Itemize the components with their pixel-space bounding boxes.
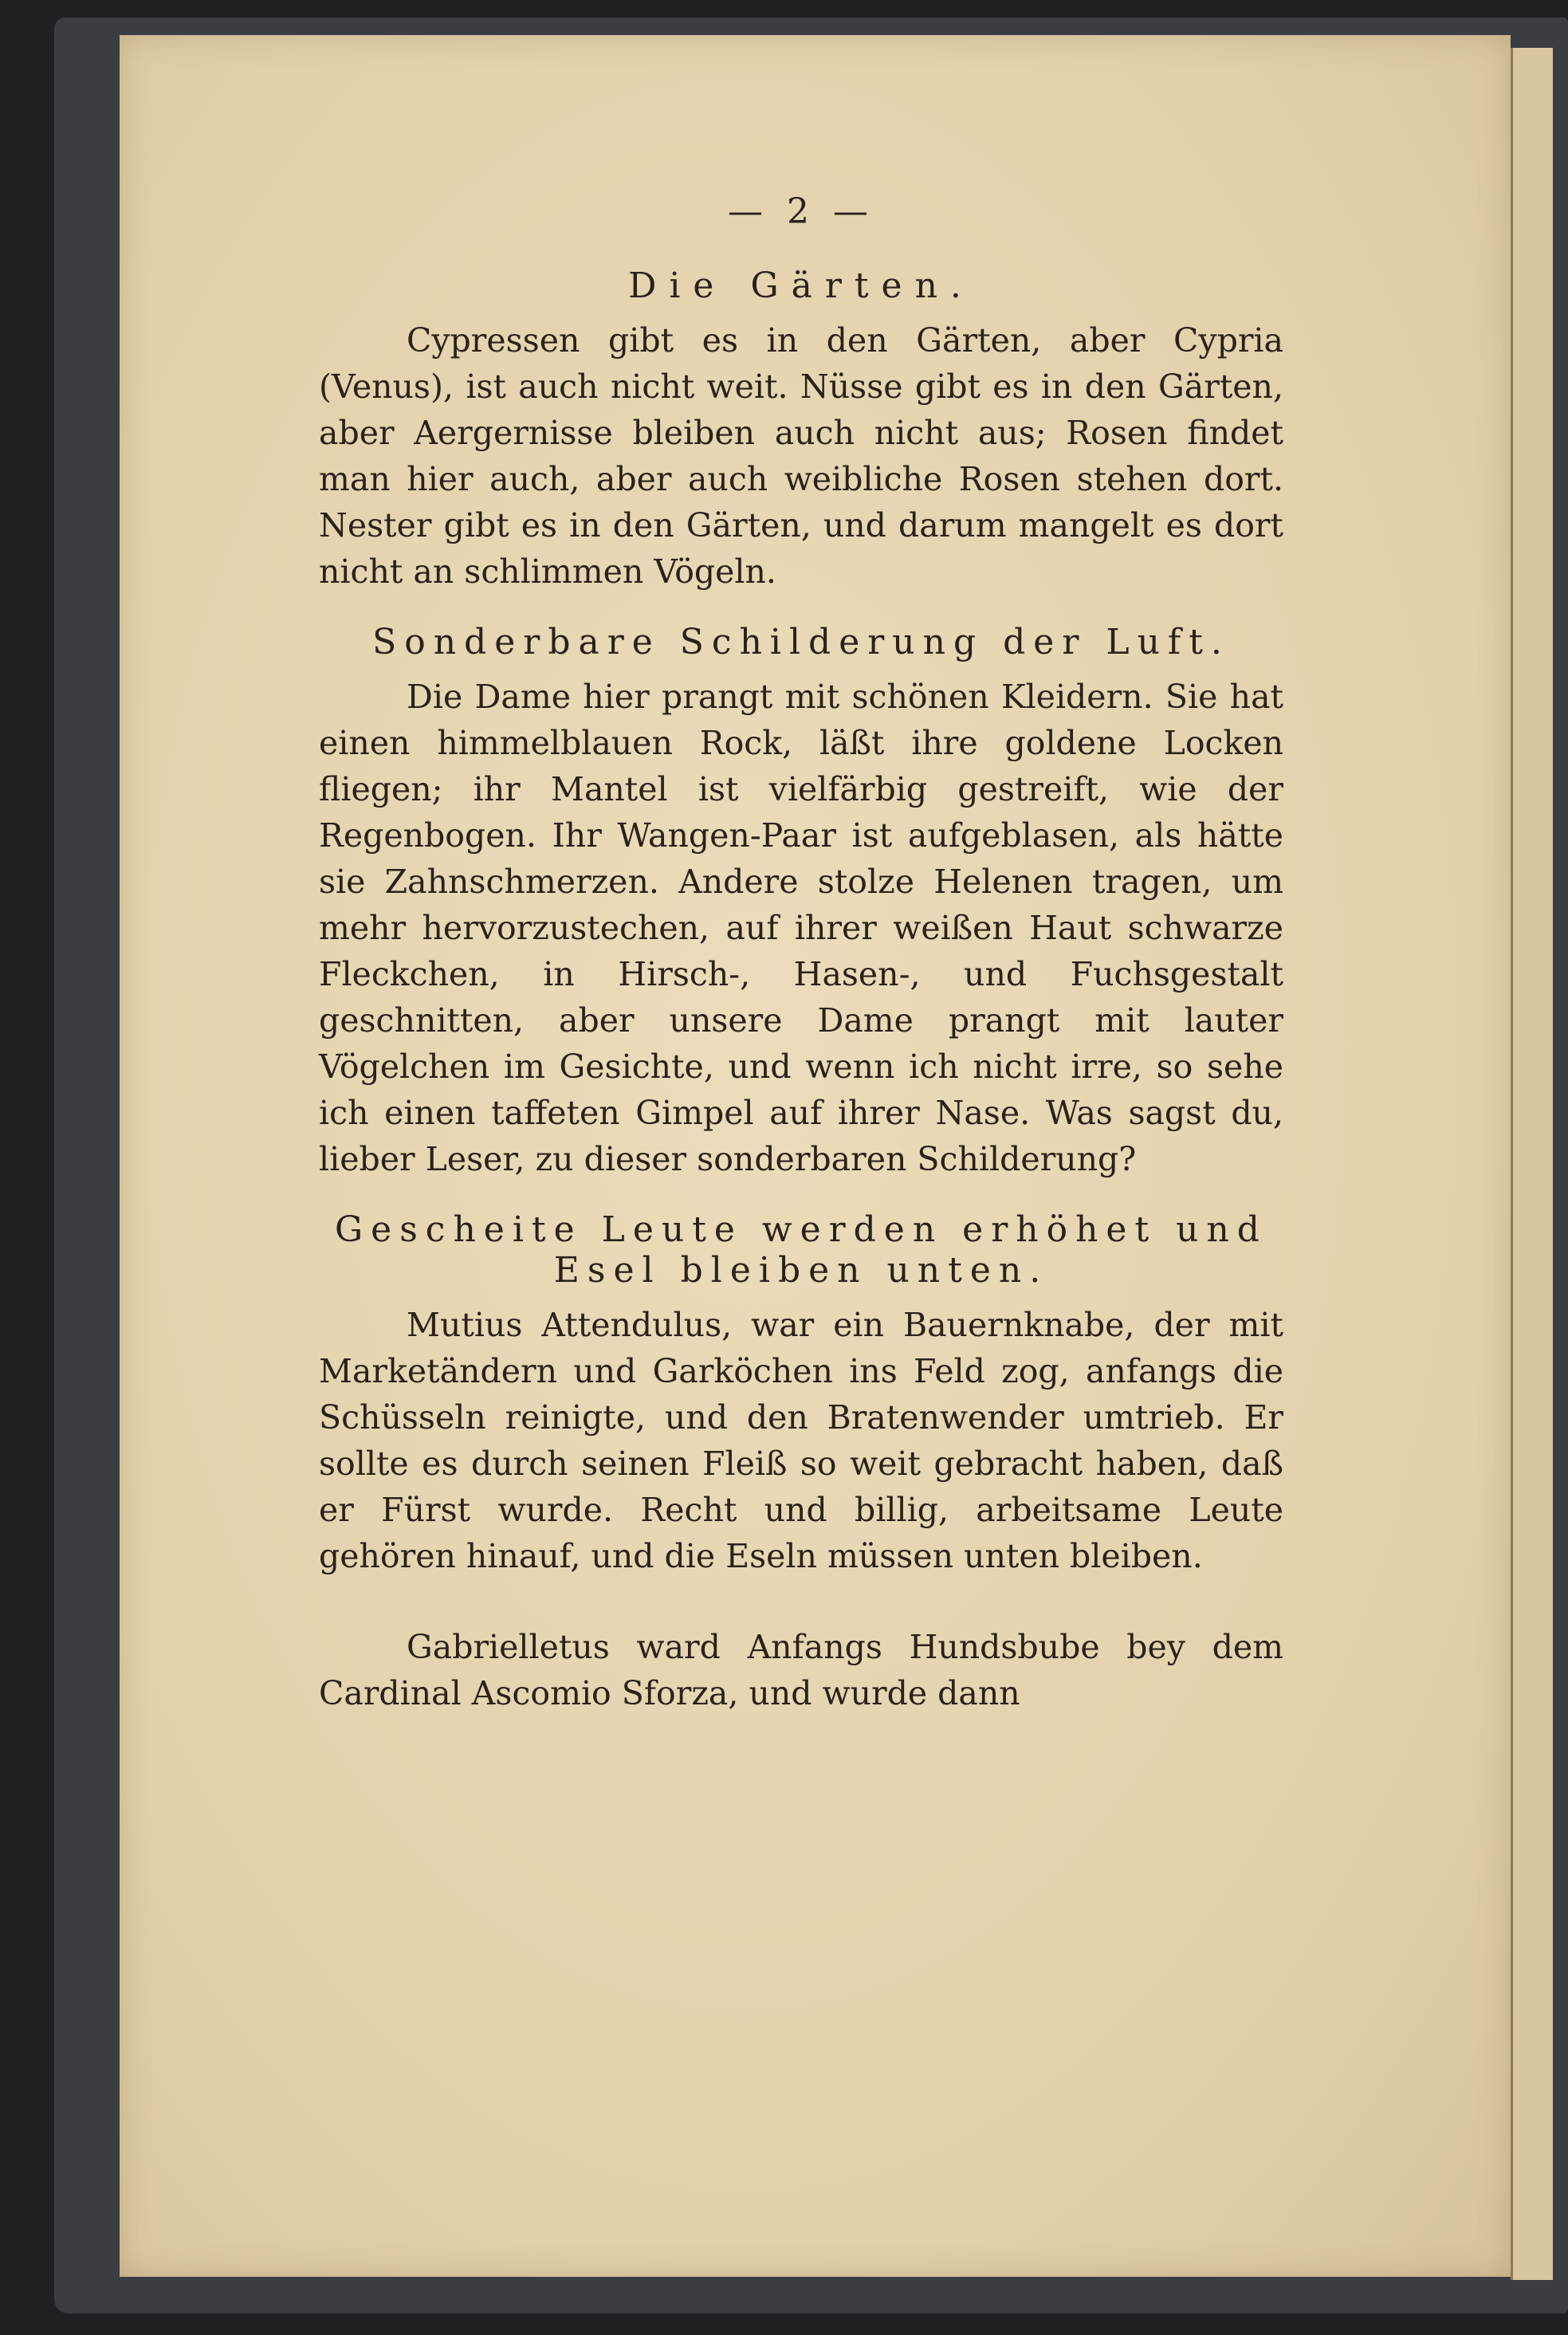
paragraph: Mutius Attendulus, war ein Bauernknabe, der mit Marketändern und Garköchen ins Feld zog, anfangs die Schüsseln reinigte, und den Bratenwender umtrieb. Er sollte es durch seinen Fleiß so weit gebracht haben, daß er Fürst wurde. Recht und billig, arbeitsame Leute gehören hinauf, und die Eseln müssen unten bleiben.: [319, 1306, 1283, 1575]
paragraph: Cypressen gibt es in den Gärten, aber Cypria (Venus), ist auch nicht weit. Nüsse gibt es in den Gärten, aber Aergernisse bleiben auch nicht aus; Rosen findet man hier auch, aber auch weibliche Rosen stehen dort. Nester gibt es in den Gärten, und darum mangelt es dort nicht an schlimmen Vögeln.: [319, 321, 1283, 591]
section-heading: Gescheite Leute werden erhöhet und Esel bleiben unten.: [335, 1209, 1267, 1291]
paragraph: Die Dame hier prangt mit schönen Kleidern. Sie hat einen himmelblauen Rock, läßt ihre goldene Locken fliegen; ihr Mantel ist vielfärbig gestreift, wie der Regenbogen. Ihr Wangen-Paar ist aufgeblasen, als hätte sie Zahnschmerzen. Andere stolze Helenen tragen, um mehr hervorzustechen, auf ihrer weißen Haut schwarze Fleckchen, in Hirsch-, Hasen-, und Fuchsgestalt geschnitten, aber unsere Dame prangt mit lauter Vögelchen im Gesichte, und wenn ich nicht irre, so sehe ich einen taffeten Gimpel auf ihrer Nase. Was sagst du, lieber Leser, zu dieser sonderbaren Schilderung?: [319, 678, 1283, 1178]
section-heading: Die Gärten.: [628, 265, 974, 306]
section-heading: Sonderbare Schilderung der Luft.: [372, 622, 1230, 662]
paragraph: Gabrielletus ward Anfangs Hundsbube bey dem Cardinal Ascomio Sforza, und wurde dann: [319, 1628, 1283, 1712]
page-text: [319, 191, 1283, 1716]
page-number: — 2 —: [728, 191, 874, 232]
next-page-edge: [1511, 48, 1553, 2280]
